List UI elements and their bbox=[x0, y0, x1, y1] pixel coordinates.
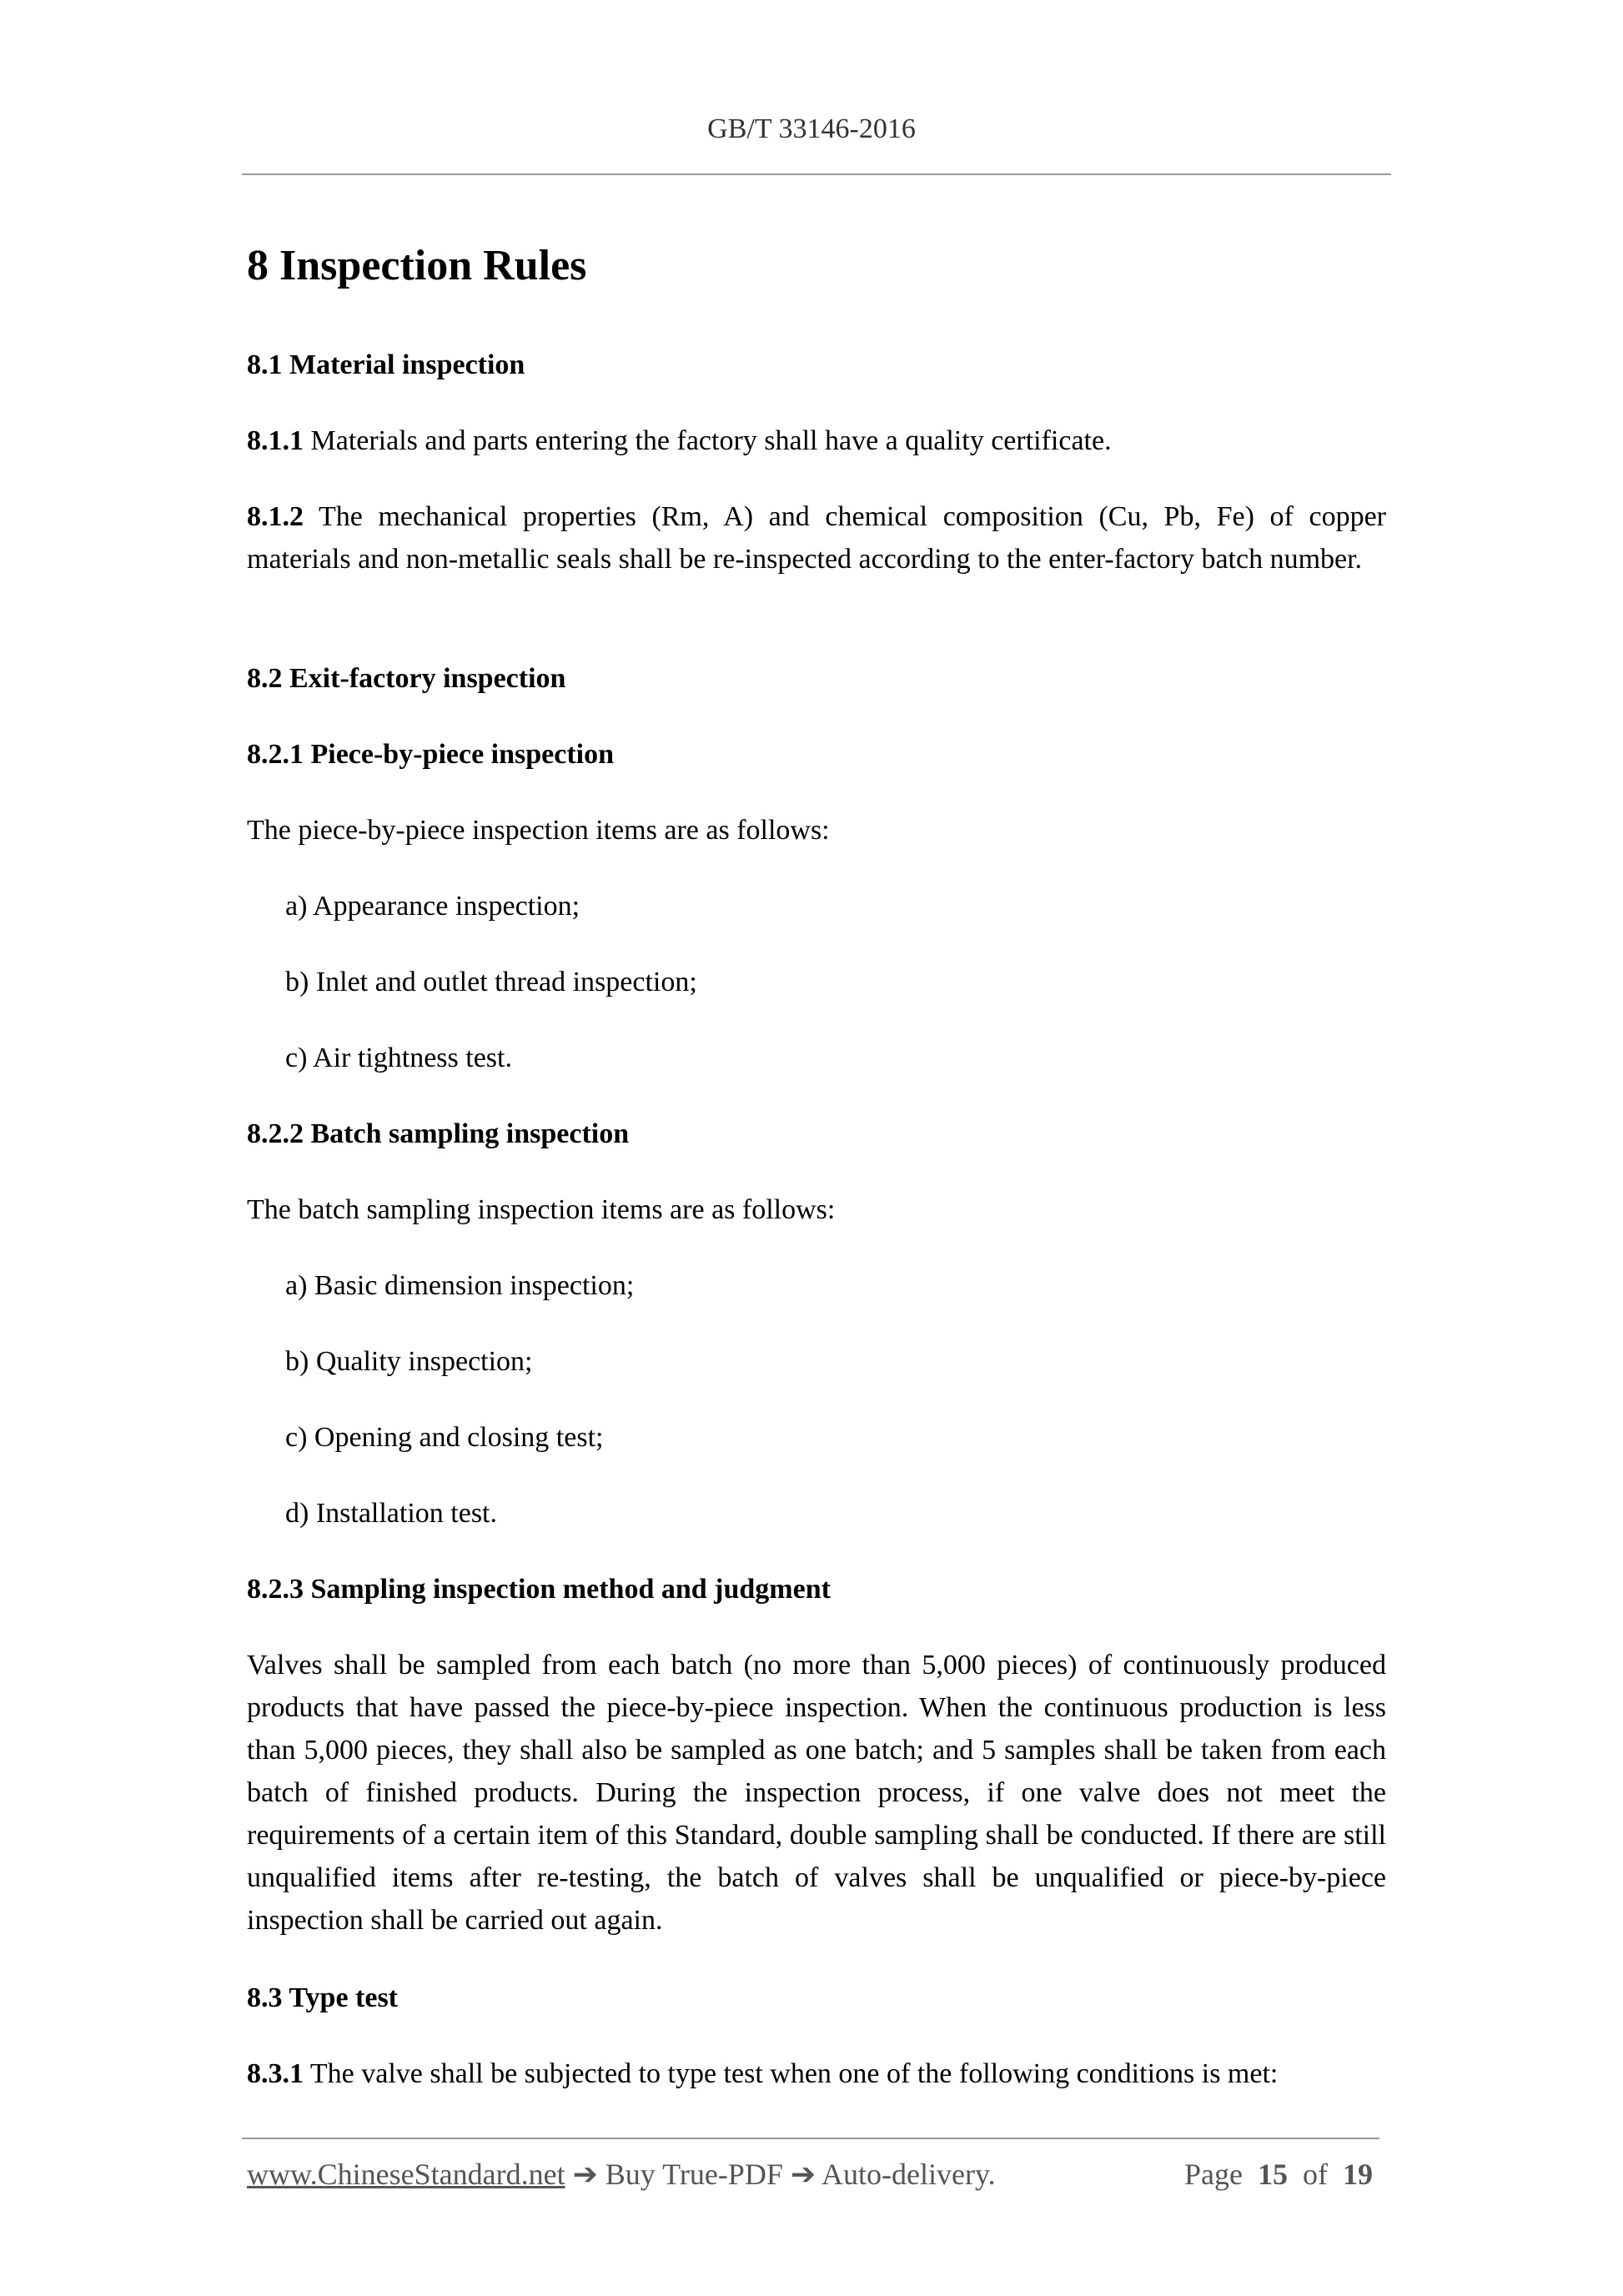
page-of-label: of bbox=[1302, 2158, 1328, 2191]
list-item: b) Inlet and outlet thread inspection; bbox=[285, 967, 697, 997]
list-item: a) Basic dimension inspection; bbox=[285, 1270, 635, 1301]
clause-number: 8.3.1 bbox=[247, 2058, 304, 2089]
list-item: a) Appearance inspection; bbox=[285, 891, 580, 922]
list-item: d) Installation test. bbox=[285, 1498, 498, 1529]
clause-text: The valve shall be subjected to type test when one of the following conditions is met: bbox=[304, 2058, 1279, 2089]
list-item: b) Quality inspection; bbox=[285, 1346, 533, 1377]
heading-8-2-3: 8.2.3 Sampling inspection method and judgment bbox=[247, 1574, 831, 1605]
heading-8-1: 8.1 Material inspection bbox=[247, 349, 525, 380]
footer-links bbox=[247, 2157, 996, 2192]
page-label: Page bbox=[1184, 2158, 1243, 2191]
list-intro-batch-sampling: The batch sampling inspection items are as follows: bbox=[247, 1194, 836, 1225]
clause-number: 8.1.2 bbox=[247, 501, 304, 532]
heading-8-2: 8.2 Exit-factory inspection bbox=[247, 663, 566, 694]
paragraph-8-1-2 bbox=[247, 495, 1386, 580]
buy-true-pdf-text: Buy True-PDF bbox=[605, 2158, 783, 2191]
arrow-right-icon: ➔ bbox=[782, 2158, 822, 2191]
footer-divider bbox=[242, 2138, 1379, 2139]
section-title: 8 Inspection Rules bbox=[247, 242, 587, 289]
arrow-right-icon: ➔ bbox=[565, 2158, 605, 2191]
list-intro-piece-by-piece: The piece-by-piece inspection items are as follows: bbox=[247, 815, 830, 846]
document-code-header: GB/T 33146-2016 bbox=[707, 113, 916, 144]
clause-number: 8.1.1 bbox=[247, 425, 304, 456]
heading-8-2-1: 8.2.1 Piece-by-piece inspection bbox=[247, 739, 615, 770]
list-item: c) Air tightness test. bbox=[285, 1042, 512, 1073]
website-link[interactable]: www.ChineseStandard.net bbox=[247, 2158, 565, 2191]
page-current: 15 bbox=[1257, 2158, 1288, 2191]
list-item: c) Opening and closing test; bbox=[285, 1422, 604, 1453]
clause-text: Materials and parts entering the factory shall have a quality certificate. bbox=[304, 425, 1112, 456]
heading-8-3: 8.3 Type test bbox=[247, 1982, 399, 2013]
page-indicator bbox=[1184, 2157, 1373, 2192]
page-total: 19 bbox=[1342, 2158, 1373, 2191]
paragraph-8-1-1 bbox=[247, 420, 1386, 462]
paragraph-8-2-3: Valves shall be sampled from each batch (no more than 5,000 pieces) of continuously produced products that have passed the piece-by-piece inspection. When the continuous production is less than 5,000 pieces, they shall also be sampled as one batch; and 5 samples shall be taken from each batch of finished products. During the inspection process, if one valve does not meet the requirements of a certain item of this Standard, double sampling shall be conducted. If there are still unqualified items after re-testing, the batch of valves shall be unqualified or piece-by-piece inspection shall be carried out again. bbox=[247, 1650, 1386, 1936]
auto-delivery-text: Auto-delivery. bbox=[822, 2158, 996, 2191]
clause-text: The mechanical properties (Rm, A) and chemical composition (Cu, Pb, Fe) of copper materials and non-metallic seals shall be re-inspected according to the enter-factory batch number. bbox=[247, 501, 1386, 575]
header-divider bbox=[242, 173, 1391, 175]
paragraph-8-3-1 bbox=[247, 2052, 1386, 2095]
heading-8-2-2: 8.2.2 Batch sampling inspection bbox=[247, 1118, 630, 1149]
